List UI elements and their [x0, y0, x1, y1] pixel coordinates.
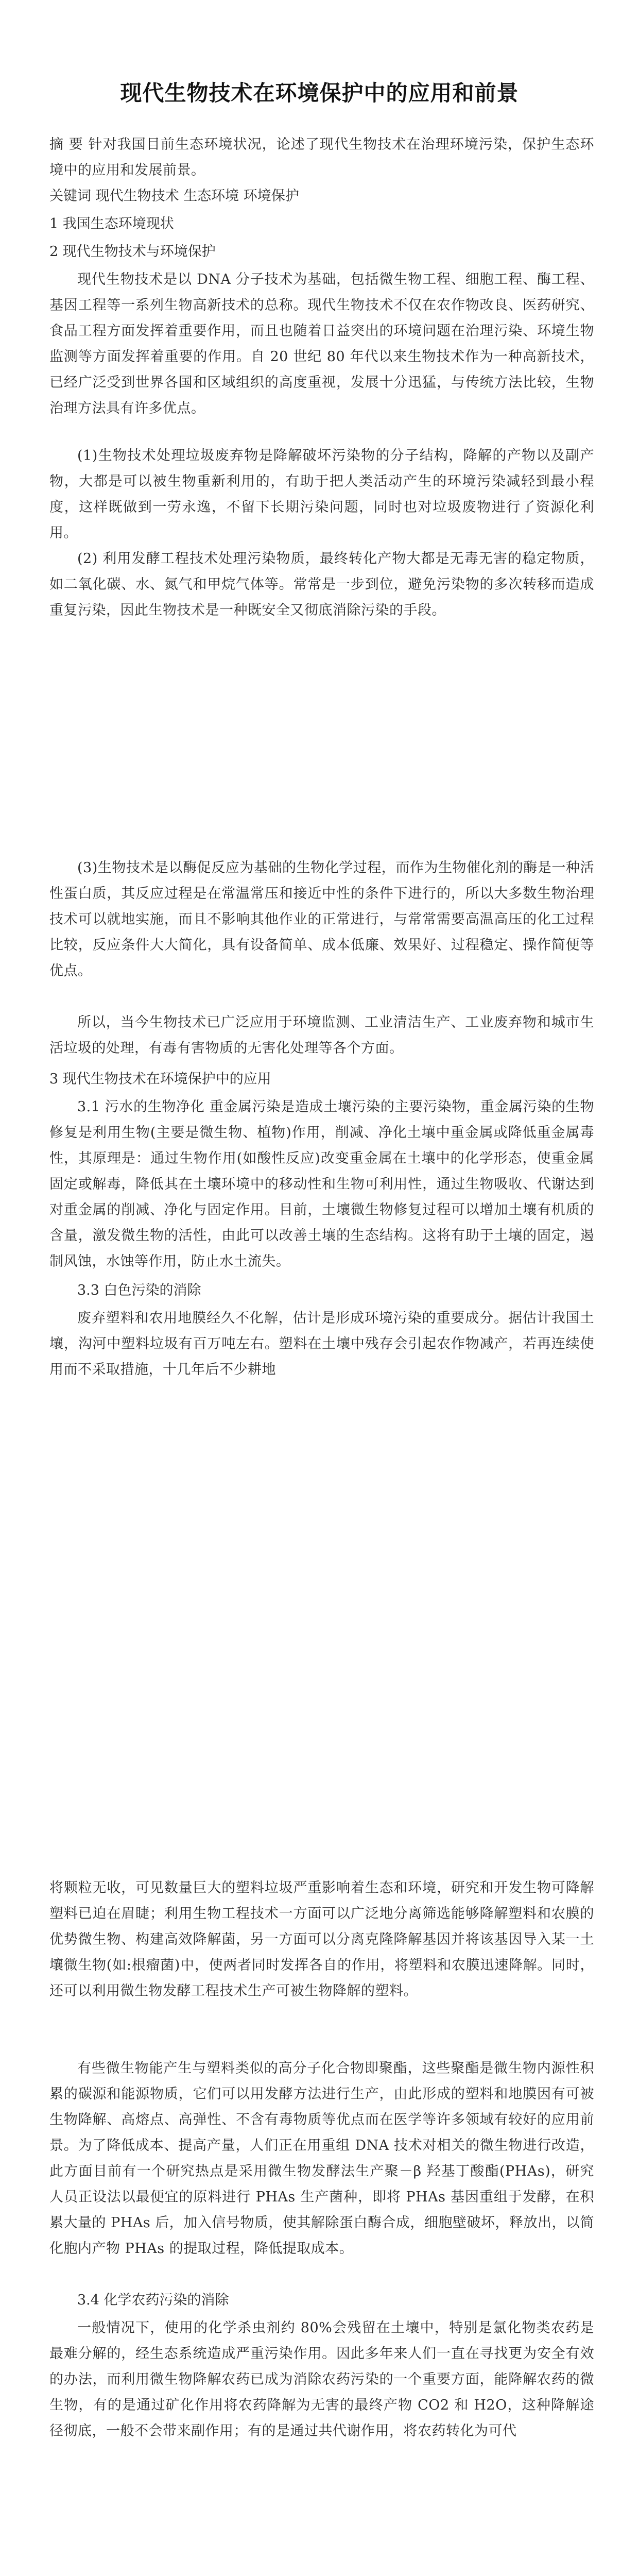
- section-heading-1: 1 我国生态环境现状: [49, 216, 174, 232]
- paragraph-white-pollution-a: 废弃塑料和农用地膜经久不化解，估计是形成环境污染的重要成分。据估计我国土壤，沟河中塑料垃圾有百万吨左右。塑料在土壤中残存会引起农作物减产，若再连续使用而不采取措施，十几年后不少耕地: [49, 1310, 594, 1378]
- paragraph-biotech-conclusion: 所以，当今生物技术已广泛应用于环境监测、工业清洁生产、工业废弃物和城市生活垃圾的处理，有毒有害物质的无害化处理等各个方面。: [49, 1014, 594, 1056]
- paragraph-advantage-2: (2) 利用发酵工程技术处理污染物质，最终转化产物大都是无毒无害的稳定物质，如二氧化碳、水、氮气和甲烷气体等。常常是一步到位，避免污染物的多次转移而造成重复污染，因此生物技术是一种既安全又彻底消除污染的手段。: [49, 551, 594, 618]
- section-heading-3-4: 3.4 化学农药污染的消除: [77, 2292, 229, 2308]
- paragraph-biotech-intro: 现代生物技术是以 DNA 分子技术为基础，包括微生物工程、细胞工程、酶工程、基因工程等一系列生物高新技术的总称。现代生物技术不仅在农作物改良、医药研究、食品工程方面发挥着重要作用，而且也随着日益突出的环境问题在治理污染、环境生物监测等方面发挥着重要的作用。自 20 世纪 80 年代以来生物技术作为一种高新技术，已经广泛受到世界各国和区域组织的高度重视，发展十分迅猛，与传统方法比较，生物治理方法具有许多优点。: [49, 272, 594, 416]
- paragraph-white-pollution-c: 有些微生物能产生与塑料类似的高分子化合物即聚酯，这些聚酯是微生物内源性积累的碳源和能源物质，它们可以用发酵方法进行生产，由此形成的塑料和地膜因有可被生物降解、高熔点、高弹性、不含有毒物质等优点而在医学等许多领域有较好的应用前景。为了降低成本、提高产量，人们正在用重组 DNA 技术对相关的微生物进行改造，此方面目前有一个研究热点是采用微生物发酵法生产聚－β 羟基丁酸酯(PHAs)，研究人员正设法以最便宜的原料进行 PHAs 生产菌种，即将 PHAs 基因重组于发酵，在积累大量的 PHAs 后，加入信号物质，使其解除蛋白酶合成，细胞壁破坏，释放出，以简化胞内产物 PHAs 的提取过程，降低提取成本。: [49, 2060, 594, 2257]
- paragraph-pesticide-a: 一般情况下，使用的化学杀虫剂约 80%会残留在土壤中，特别是氯化物类农药是最难分解的，经生态系统造成严重污染作用。因此多年来人们一直在寻找更为安全有效的办法，而利用微生物降解农药已成为消除农药污染的一个重要方面，能降解农药的微生物，有的是通过矿化作用将农药降解为无害的最终产物 CO2 和 H2O，这种降解途径彻底，一般不会带来副作用；有的是通过共代谢作用，将农药转化为可代: [49, 2320, 594, 2439]
- paragraph-white-pollution-b: 将颗粒无收，可见数量巨大的塑料垃圾严重影响着生态和环境，研究和开发生物可降解塑料已迫在眉睫；利用生物工程技术一方面可以广泛地分离筛选能够降解塑料和农膜的优势微生物、构建高效降解菌，另一方面可以分离克隆降解基因并将该基因导入某一土壤微生物(如:根瘤菌)中，使两者同时发挥各自的作用，将塑料和农膜迅速降解。同时，还可以利用微生物发酵工程技术生产可被生物降解的塑料。: [49, 1880, 594, 1999]
- paragraph-advantage-1: (1)生物技术处理垃圾废弃物是降解破坏污染物的分子结构，降解的产物以及副产物，大都是可以被生物重新利用的，有助于把人类活动产生的环境污染减轻到最小程度，这样既做到一劳永逸，不留下长期污染问题，同时也对垃圾废物进行了资源化利用。: [49, 448, 594, 541]
- abstract: 摘 要 针对我国目前生态环境状况，论述了现代生物技术在治理环境污染，保护生态环境中的应用和发展前景。: [49, 137, 594, 178]
- section-heading-3: 3 现代生物技术在环境保护中的应用: [49, 1071, 271, 1087]
- section-heading-2: 2 现代生物技术与环境保护: [49, 244, 216, 260]
- paragraph-sewage-purification: 3.1 污水的生物净化 重金属污染是造成土壤污染的主要污染物，重金属污染的生物修复是利用生物(主要是微生物、植物)作用，削减、净化土壤中重金属或降低重金属毒性，其原理是：通过生物作用(如酸性反应)改变重金属在土壤中的化学形态，使重金属固定或解毒，降低其在土壤环境中的移动性和生物可利用性，通过生物吸收、代谢达到对重金属的削减、净化与固定作用。目前，土壤微生物修复过程可以增加土壤有机质的含量，激发微生物的活性，由此可以改善土壤的生态结构。这将有助于土壤的固定，遏制风蚀，水蚀等作用，防止水土流失。: [49, 1099, 594, 1269]
- section-heading-3-3: 3.3 白色污染的消除: [77, 1282, 201, 1298]
- paragraph-advantage-3: (3)生物技术是以酶促反应为基础的生物化学过程，而作为生物催化剂的酶是一种活性蛋白质，其反应过程是在常温常压和接近中性的条件下进行的，所以大多数生物治理技术可以就地实施，而且不影响其他作业的正常进行，与常常需要高温高压的化工过程比较，反应条件大大简化，具有设备简单、成本低廉、效果好、过程稳定、操作简便等优点。: [49, 860, 594, 979]
- article-title: 现代生物技术在环境保护中的应用和前景: [120, 80, 519, 106]
- keywords: 关键词 现代生物技术 生态环境 环境保护: [49, 188, 299, 204]
